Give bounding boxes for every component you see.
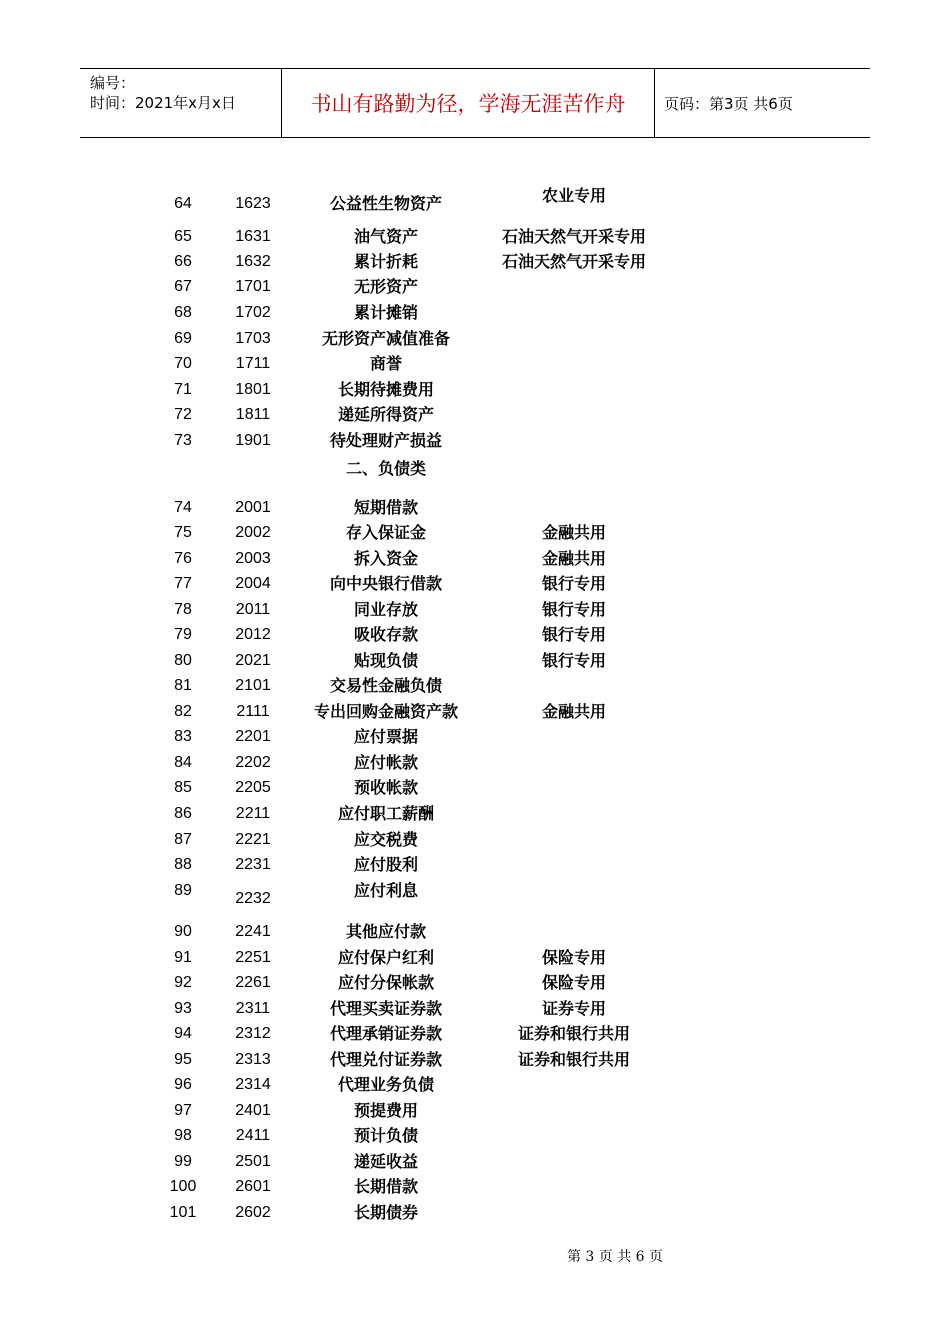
row-code: 2205	[235, 779, 271, 796]
row-code: 2012	[235, 626, 271, 643]
row-number: 83	[174, 728, 192, 745]
table-row	[0, 1175, 950, 1199]
row-code: 2202	[235, 754, 271, 771]
table-row	[0, 250, 950, 274]
row-number: 75	[174, 524, 192, 541]
row-number: 91	[174, 949, 192, 966]
table-row	[0, 751, 950, 775]
table-row	[0, 649, 950, 673]
row-number: 66	[174, 253, 192, 270]
table-row	[0, 327, 950, 351]
row-name: 无形资产	[353, 277, 419, 296]
table-row	[0, 1048, 950, 1072]
row-code: 2241	[235, 923, 271, 940]
table-row	[0, 378, 950, 402]
row-note: 石油天然气开采专用	[501, 252, 647, 271]
table-row	[0, 853, 950, 877]
row-note: 金融共用	[541, 702, 607, 721]
row-code: 2501	[235, 1153, 271, 1170]
row-code: 1703	[235, 330, 271, 347]
row-number: 79	[174, 626, 192, 643]
row-code: 1632	[235, 253, 271, 270]
table-row	[0, 674, 950, 698]
table-row	[0, 725, 950, 749]
row-code: 1631	[235, 228, 271, 245]
header-page-info: 页码：第3页 共6页	[664, 95, 793, 113]
page-header	[80, 68, 870, 138]
row-number: 94	[174, 1025, 192, 1042]
table-row	[0, 828, 950, 852]
row-number: 97	[174, 1102, 192, 1119]
row-name: 向中央银行借款	[329, 574, 443, 593]
row-code: 2002	[235, 524, 271, 541]
row-number: 92	[174, 974, 192, 991]
row-number: 95	[174, 1051, 192, 1068]
row-code: 2001	[235, 499, 271, 516]
row-code: 2313	[235, 1051, 271, 1068]
header-left	[90, 73, 236, 113]
row-code: 1711	[235, 355, 271, 372]
row-name: 其他应付款	[345, 922, 427, 941]
row-number: 78	[174, 601, 192, 618]
table-row	[0, 997, 950, 1021]
row-code: 1811	[235, 406, 271, 423]
row-name: 应交税费	[353, 830, 419, 849]
table-row	[0, 1124, 950, 1148]
row-number: 100	[169, 1178, 197, 1195]
row-note: 保险专用	[541, 948, 607, 967]
row-code: 2231	[235, 856, 271, 873]
row-number: 71	[174, 381, 192, 398]
table-row	[0, 920, 950, 944]
row-number: 74	[174, 499, 192, 516]
row-code: 1701	[235, 278, 271, 295]
row-number: 65	[174, 228, 192, 245]
row-note: 金融共用	[541, 523, 607, 542]
row-code: 2411	[235, 1127, 271, 1144]
table-row	[0, 598, 950, 622]
table-row	[0, 429, 950, 453]
row-name: 代理承销证券款	[329, 1024, 443, 1043]
row-code: 1623	[235, 195, 271, 212]
row-number: 77	[174, 575, 192, 592]
table-row	[0, 1201, 950, 1225]
header-number-label: 编号：	[90, 74, 136, 92]
table-row	[0, 1022, 950, 1046]
row-code: 1702	[235, 304, 271, 321]
table-row	[0, 1099, 950, 1123]
row-note: 证券专用	[541, 999, 607, 1018]
row-note: 证券和银行共用	[517, 1050, 631, 1069]
row-name: 应付职工薪酬	[337, 804, 435, 823]
row-name: 预计负债	[353, 1126, 419, 1145]
table-row	[0, 225, 950, 249]
table-row	[0, 946, 950, 970]
table-row	[0, 572, 950, 596]
row-note: 银行专用	[541, 574, 607, 593]
row-name: 应付利息	[353, 881, 419, 900]
page-footer: 第 3 页 共 6 页	[566, 1249, 664, 1265]
row-code: 2011	[235, 601, 271, 618]
table-row	[0, 352, 950, 376]
header-motto: 书山有路勤为径，学海无涯苦作舟	[310, 92, 626, 116]
row-code: 2251	[235, 949, 271, 966]
row-number: 88	[174, 856, 192, 873]
row-note: 石油天然气开采专用	[501, 227, 647, 246]
row-name: 应付票据	[353, 727, 419, 746]
row-number: 93	[174, 1000, 192, 1017]
row-name: 代理买卖证券款	[329, 999, 443, 1018]
table-row	[0, 496, 950, 520]
row-name: 油气资产	[353, 227, 419, 246]
row-code: 2004	[235, 575, 271, 592]
row-number: 70	[174, 355, 192, 372]
row-number: 101	[169, 1204, 197, 1221]
row-name: 应付保户红利	[337, 948, 435, 967]
row-number: 67	[174, 278, 192, 295]
row-name: 代理兑付证券款	[329, 1050, 443, 1069]
row-number: 76	[174, 550, 192, 567]
row-number: 98	[174, 1127, 192, 1144]
row-code: 1901	[235, 432, 271, 449]
header-divider-right	[654, 69, 655, 137]
table-row	[0, 776, 950, 800]
table-row	[0, 186, 950, 214]
table-row	[0, 275, 950, 299]
row-name: 累计折耗	[353, 252, 419, 271]
row-code: 2101	[235, 677, 271, 694]
row-name: 同业存放	[353, 600, 419, 619]
table-row	[0, 1150, 950, 1174]
row-number: 72	[174, 406, 192, 423]
row-code: 2314	[235, 1076, 271, 1093]
table-row	[0, 547, 950, 571]
row-name: 无形资产减值准备	[321, 329, 451, 348]
row-name: 吸收存款	[353, 625, 419, 644]
row-code: 2602	[235, 1204, 271, 1221]
row-name: 应付股利	[353, 855, 419, 874]
row-number: 64	[174, 195, 192, 212]
row-code: 2211	[235, 805, 271, 822]
table-row	[0, 623, 950, 647]
row-number: 87	[174, 831, 192, 848]
row-name: 应付帐款	[353, 753, 419, 772]
row-name: 递延收益	[353, 1152, 419, 1171]
row-name: 拆入资金	[353, 549, 419, 568]
row-note: 保险专用	[541, 973, 607, 992]
row-name: 公益性生物资产	[329, 194, 443, 213]
row-name: 专出回购金融资产款	[313, 702, 459, 721]
row-code: 2312	[235, 1025, 271, 1042]
table-row	[0, 802, 950, 826]
row-code: 2401	[235, 1102, 271, 1119]
row-name: 交易性金融负债	[329, 676, 443, 695]
row-number: 89	[174, 882, 192, 899]
row-note: 农业专用	[541, 186, 607, 205]
row-name: 长期待摊费用	[337, 380, 435, 399]
row-code: 2111	[236, 703, 270, 720]
header-time-label: 时间：2021年x月x日	[90, 94, 236, 112]
row-number: 69	[174, 330, 192, 347]
row-note: 证券和银行共用	[517, 1024, 631, 1043]
row-number: 85	[174, 779, 192, 796]
row-name: 累计摊销	[353, 303, 419, 322]
row-number: 80	[174, 652, 192, 669]
row-name: 商誉	[369, 354, 403, 373]
row-name: 短期借款	[353, 498, 419, 517]
row-name: 预收帐款	[353, 778, 419, 797]
table-row	[0, 403, 950, 427]
row-name: 代理业务负债	[337, 1075, 435, 1094]
row-number: 73	[174, 432, 192, 449]
table-row	[0, 521, 950, 545]
row-note: 金融共用	[541, 549, 607, 568]
row-code: 2232	[235, 890, 271, 907]
row-code: 2021	[235, 652, 271, 669]
row-code: 2311	[235, 1000, 271, 1017]
table-row	[0, 1073, 950, 1097]
section-title: 二、负债类	[345, 459, 427, 478]
row-name: 存入保证金	[345, 523, 427, 542]
row-name: 贴现负债	[353, 651, 419, 670]
row-note: 银行专用	[541, 625, 607, 644]
row-name: 长期借款	[353, 1177, 419, 1196]
row-note: 银行专用	[541, 600, 607, 619]
row-code: 2261	[235, 974, 271, 991]
row-code: 2221	[235, 831, 271, 848]
row-number: 82	[174, 703, 192, 720]
table-row	[0, 879, 950, 907]
table-row	[0, 700, 950, 724]
row-name: 待处理财产损益	[329, 431, 443, 450]
row-number: 84	[174, 754, 192, 771]
row-code: 2003	[235, 550, 271, 567]
row-note: 银行专用	[541, 651, 607, 670]
row-code: 2601	[235, 1178, 271, 1195]
row-number: 96	[174, 1076, 192, 1093]
row-number: 99	[174, 1153, 192, 1170]
row-name: 长期债券	[353, 1203, 419, 1222]
table-row	[0, 971, 950, 995]
row-number: 86	[174, 805, 192, 822]
row-number: 68	[174, 304, 192, 321]
row-code: 2201	[235, 728, 271, 745]
row-name: 预提费用	[353, 1101, 419, 1120]
row-name: 递延所得资产	[337, 405, 435, 424]
row-number: 81	[174, 677, 192, 694]
table-row	[0, 301, 950, 325]
row-name: 应付分保帐款	[337, 973, 435, 992]
row-number: 90	[174, 923, 192, 940]
row-code: 1801	[235, 381, 271, 398]
